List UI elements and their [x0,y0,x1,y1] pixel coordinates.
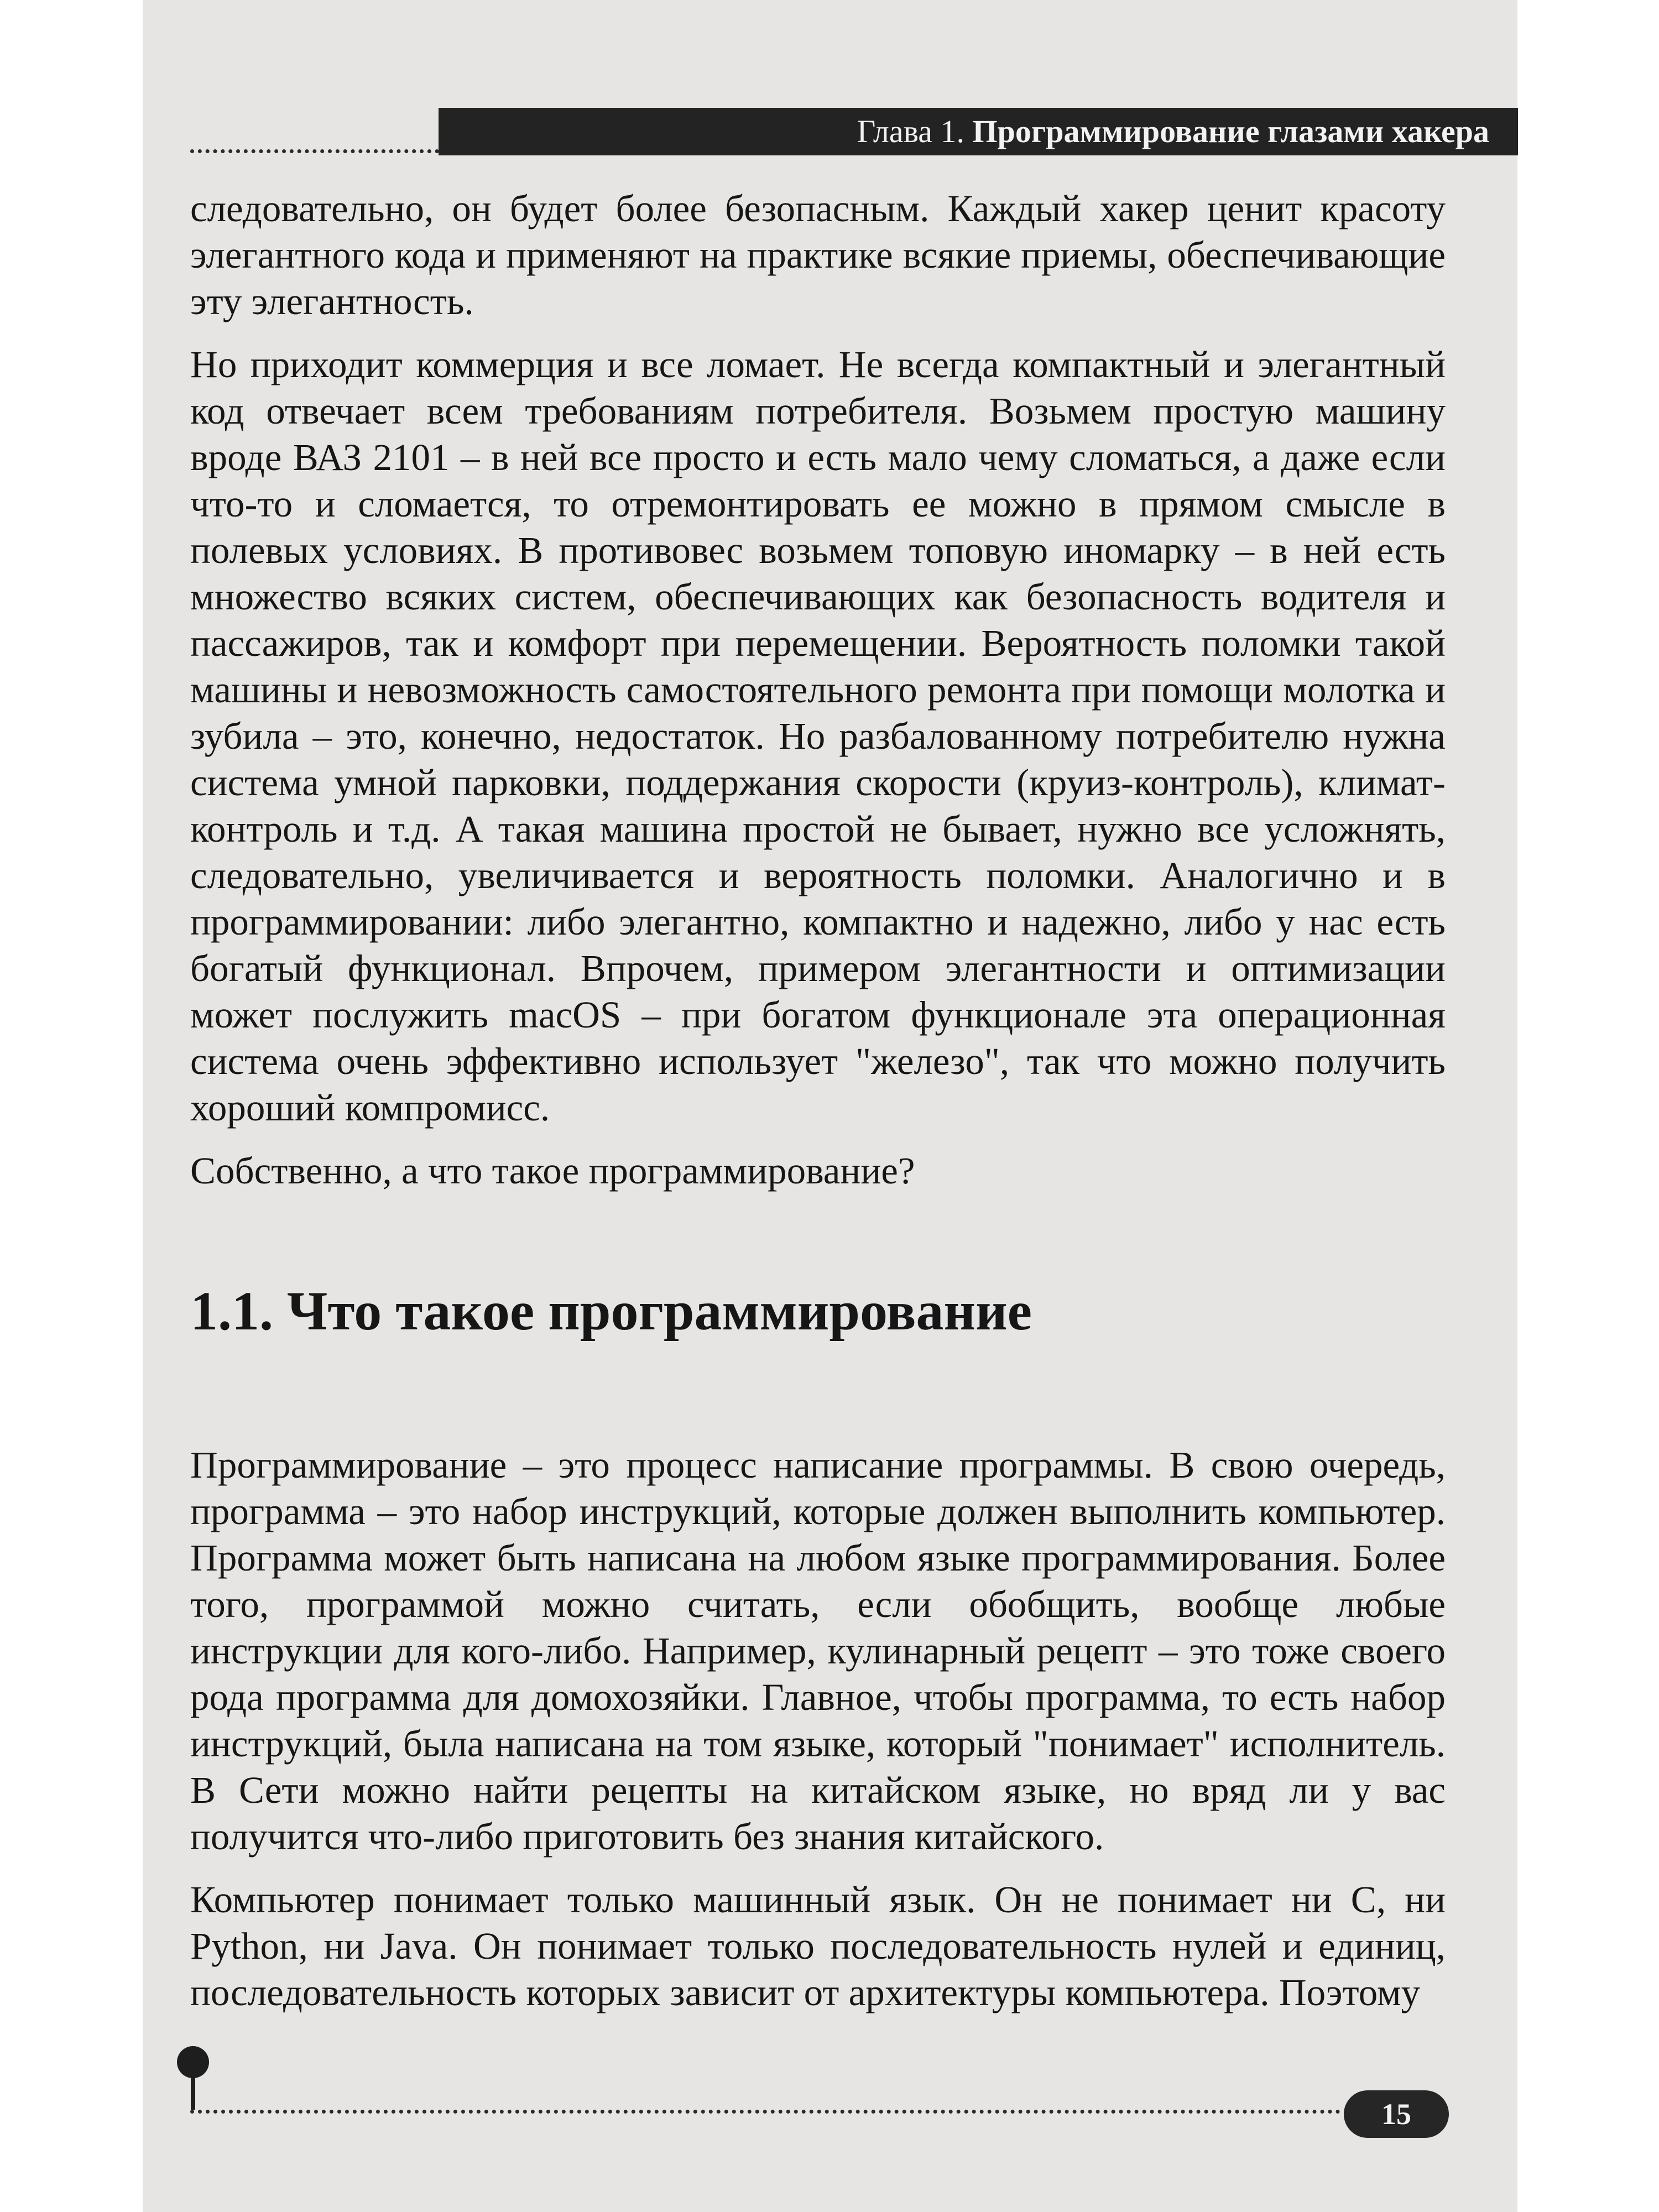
running-header [439,108,1518,155]
paragraph: Компьютер понимает только машинный язык. Он не понимает ни C, ни Python, ни Java. Он понимает только последовательность нулей и единиц, последовательность которых зависит от архитектуры компьютера. Поэтому [190,1879,1446,2013]
chapter-prefix: Глава 1. [857,113,964,149]
paragraph: следовательно, он будет более безопасным. Каждый хакер ценит красоту элегантного кода и применяют на практике всякие приемы, обеспечивающие эту элегантность. [190,187,1446,322]
paragraph: Программирование – это процесс написание программы. В свою очередь, программа – это набор инструкций, которые должен выполнить компьютер. Программа может быть написана на любом языке программирования. Более того, программой можно считать, если обобщить, вообще любые инструкции для кого-либо. Например, кулинарный рецепт – это тоже своего рода программа для домохозяйки. Главное, чтобы программа, то есть набор инструкций, была написана на том языке, который "понимает" исполнитель. В Сети можно найти рецепты на китайском языке, но вряд ли у вас получится что-либо приготовить без знания китайского. [190,1444,1446,1858]
footer-marker-stem [191,2071,195,2110]
paragraph: Собственно, а что такое программирование? [190,1150,915,1192]
section-heading: 1.1. Что такое программирование [190,1280,1032,1342]
paragraph: Но приходит коммерция и все ломает. Не всегда компактный и элегантный код отвечает всем требованиям потребителя. Возьмем простую машину вроде ВАЗ 2101 – в ней все просто и есть мало чему сломаться, а даже если что-то и сломается, то отремонтировать ее можно в прямом смысле в полевых условиях. В противовес возьмем топовую иномарку – в ней есть множество всяких систем, обеспечивающих как безопасность водителя и пассажиров, так и комфорт при перемещении. Вероятность поломки такой машины и невозможность самостоятельного ремонта при помощи молотка и зубила – это, конечно, недостаток. Но разбалованному потребителю нужна система умной парковки, поддержания скорости (круиз-контроль), климат-контроль и т.д. А такая машина простой не бывает, нужно все усложнять, следовательно, увеличивается и вероятность поломки. Аналогично и в программировании: либо элегантно, компактно и надежно, либо у нас есть богатый функционал. Впрочем, примером элегантности и оптимизации может послужить macOS – при богатом функционале эта операционная система очень эффективно использует "железо", так что можно получить хороший компромисс. [190,343,1446,1129]
page-number-badge: 15 [1344,2090,1449,2138]
footer-dotted-rule [190,2110,1340,2114]
chapter-title: Программирование глазами хакера [972,113,1489,149]
header-dotted-rule [190,149,439,153]
page-body [190,185,1446,2032]
